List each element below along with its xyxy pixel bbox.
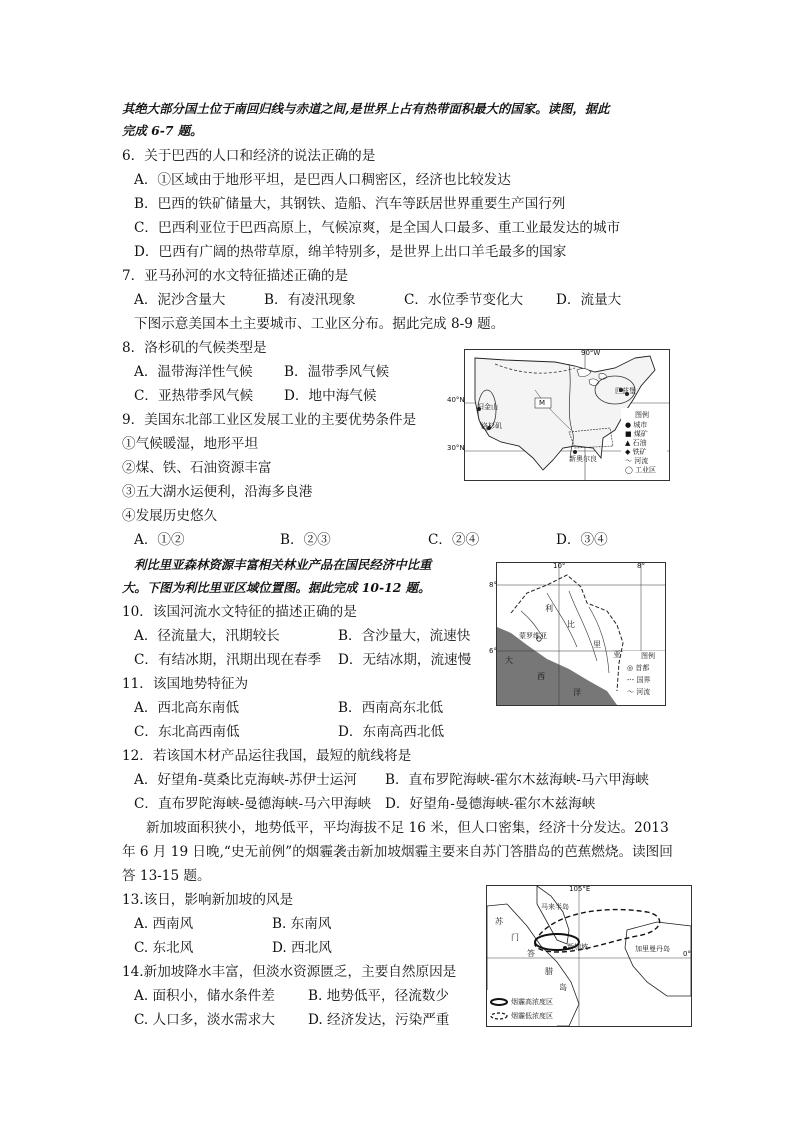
q11-option-b[interactable]: B．西南高东北低: [338, 700, 444, 716]
lib-legend-title: 图例: [641, 652, 655, 660]
q9-item-1: ①气候暖湿，地形平坦: [122, 436, 258, 452]
q13-option-d[interactable]: D. 西北风: [272, 940, 332, 956]
ocean-char-2: 西: [537, 672, 545, 681]
intro-8-9: 下图示意美国本土主要城市、工业区分布。据此完成 8-9 题。: [134, 316, 505, 332]
sg-legend-low: 烟霾低浓度区: [511, 1012, 553, 1020]
intro-10-12-line-2: 大。下图为利比里亚区域位置图。据此完成 10-12 题。: [122, 580, 431, 595]
usa-lat40-label: 40°N: [447, 396, 465, 404]
intro-line-1: 其绝大部分国土位于南回归线与赤道之间,是世界上占有热带面积最大的国家。读图，据此: [122, 101, 610, 116]
q6-option-b[interactable]: B．巴西的铁矿储量大，其钢铁、造船、汽车等跃居世界重要生产国行列: [134, 196, 566, 212]
lib-country-char-4: 亚: [613, 650, 621, 659]
q13-option-a[interactable]: A. 西南风: [134, 916, 194, 932]
city-label-no: 新奥尔良: [569, 455, 597, 463]
usa-legend-industry: ◯ 工业区: [625, 466, 657, 474]
q13-option-b[interactable]: B. 东南风: [272, 916, 332, 932]
lib-legend-capital: ◎ 首都: [627, 664, 650, 672]
q11-option-c[interactable]: C．东北高西南低: [134, 724, 240, 740]
q8-stem: 8．洛杉矶的气候类型是: [122, 340, 267, 356]
q12-option-d[interactable]: D．好望角-曼德海峡-霍尔木兹海峡: [385, 796, 596, 812]
lib-lon8-label: 8°: [637, 562, 645, 570]
usa-lat30-label: 30°N: [447, 444, 465, 452]
lib-country-char-1: 利: [545, 604, 553, 613]
q9-option-d[interactable]: D．③④: [556, 532, 608, 548]
lib-legend-river: 〜 河流: [627, 688, 651, 696]
q9-stem: 9．美国东北部工业区发展工业的主要优势条件是: [122, 412, 417, 428]
q14-option-a[interactable]: A. 面积小，储水条件差: [134, 988, 275, 1004]
q10-option-c[interactable]: C．有结冰期，汛期出现在春季: [134, 652, 322, 668]
kalimantan-label: 加里曼丹岛: [635, 945, 670, 953]
usa-legend-iron: ◆ 铁矿: [625, 448, 647, 456]
city-label-pit: 匹兹堡: [615, 387, 636, 395]
sg-lat-label: 0°: [683, 950, 691, 958]
q12-option-b[interactable]: B．直布罗陀海峡-霍尔木兹海峡-马六甲海峡: [385, 772, 649, 788]
lib-lat6-label: 6°: [489, 647, 497, 655]
sumatra-char-5: 岛: [559, 983, 567, 992]
q9-option-c[interactable]: C．②④: [428, 532, 480, 548]
q7-stem: 7．亚马孙河的水文特征描述正确的是: [122, 268, 349, 284]
lib-country-char-2: 比: [567, 620, 575, 629]
ocean-char-1: 大: [505, 656, 513, 665]
usa-map: [447, 349, 670, 481]
q9-item-2: ②煤、铁、石油资源丰富: [122, 460, 272, 476]
q8-option-d[interactable]: D．地中海气候: [284, 388, 377, 404]
q13-stem: 13.该日，影响新加坡的风是: [122, 892, 294, 908]
usa-legend-coal: ■ 煤矿: [625, 430, 648, 438]
sumatra-char-3: 答: [527, 949, 535, 958]
lib-capital-label: 蒙罗维亚: [519, 632, 547, 640]
q6-option-d[interactable]: D．巴西有广阔的热带草原，绵羊特别多，是世界上出口羊毛最多的国家: [134, 244, 567, 260]
q8-option-a[interactable]: A．温带海洋性气候: [134, 364, 253, 380]
q7-option-a[interactable]: A．泥沙含量大: [134, 292, 226, 308]
malay-peninsula-label: 马来半岛: [541, 903, 569, 911]
sumatra-char-1: 苏: [495, 917, 503, 926]
q10-option-d[interactable]: D．无结冰期，流速慢: [338, 652, 472, 668]
q12-option-a[interactable]: A．好望角-莫桑比克海峡-苏伊士运河: [134, 772, 357, 788]
singapore-label: 新加坡: [567, 943, 588, 951]
q11-option-a[interactable]: A．西北高东南低: [134, 700, 239, 716]
lib-lon10-label: 10°: [553, 562, 566, 570]
intro-10-12-line-1: 利比里亚森林资源丰富相关林业产品在国民经济中比重: [134, 557, 432, 572]
q12-option-c[interactable]: C．直布罗陀海峡-曼德海峡-马六甲海峡: [134, 796, 372, 812]
city-label-la: 洛杉矶: [481, 422, 502, 430]
q14-option-d[interactable]: D. 经济发达，污染严重: [308, 1012, 450, 1028]
q9-option-a[interactable]: A．①②: [134, 532, 185, 548]
q7-option-d[interactable]: D．流量大: [556, 292, 622, 308]
intro-13-15-line-2: 年 6 月 19 日晚,“史无前例”的烟霾袭击新加坡烟霾主要来自苏门答腊岛的芭蕉燃烧。读图回: [122, 844, 673, 860]
q9-option-b[interactable]: B．②③: [280, 532, 331, 548]
q11-option-d[interactable]: D．东南高西北低: [338, 724, 445, 740]
q10-stem: 10．该国河流水文特征的描述正确的是: [122, 604, 357, 620]
usa-lon-label: 90°W: [581, 349, 601, 357]
region-m-label: M: [539, 399, 546, 407]
q9-item-3: ③五大湖水运便利，沿海多良港: [122, 484, 313, 500]
q6-option-c[interactable]: C．巴西利亚位于巴西高原上，气候凉爽，是全国人口最多、重工业最发达的城市: [134, 220, 621, 236]
q11-stem: 11．该国地势特征为: [122, 676, 249, 692]
q14-stem: 14.新加坡降水丰富，但淡水资源匮乏，主要自然原因是: [122, 964, 457, 980]
intro-13-15-line-3: 答 13-15 题。: [122, 868, 211, 884]
q8-option-b[interactable]: B．温带季风气候: [284, 364, 390, 380]
sg-lon-label: 105°E: [569, 885, 591, 893]
q10-option-a[interactable]: A．径流量大，汛期较长: [134, 628, 280, 644]
city-label-sf: 旧金山: [477, 403, 498, 411]
q9-item-4: ④发展历史悠久: [122, 508, 218, 524]
usa-legend-river: 〜 河流: [625, 457, 649, 465]
singapore-map: [486, 885, 692, 1027]
q7-option-c[interactable]: C．水位季节变化大: [404, 292, 524, 308]
sumatra-char-2: 门: [511, 933, 519, 942]
liberia-map: [489, 562, 666, 706]
q14-option-c[interactable]: C. 人口多，淡水需求大: [134, 1012, 275, 1028]
q6-option-a[interactable]: A．①区域由于地形平坦，是巴西人口稠密区，经济也比较发达: [134, 172, 511, 188]
q14-option-b[interactable]: B. 地势低平，径流数少: [308, 988, 449, 1004]
usa-legend-city: ● 城市: [625, 421, 648, 429]
q13-option-c[interactable]: C. 东北风: [134, 940, 194, 956]
usa-legend-oil: ▲ 石油: [625, 439, 647, 447]
intro-line-2: 完成 6-7 题。: [122, 123, 203, 138]
lib-legend-border: -·- 国界: [627, 676, 651, 684]
q7-option-b[interactable]: B．有凌汛现象: [264, 292, 356, 308]
q6-stem: 6．关于巴西的人口和经济的说法正确的是: [122, 148, 376, 164]
ocean-char-3: 洋: [573, 688, 581, 697]
q12-stem: 12．若该国木材产品运往我国，最短的航线将是: [122, 748, 412, 764]
intro-13-15-line-1: 新加坡面积狭小，地势低平，平均海拔不足 16 米，但人口密集，经济十分发达。2013: [146, 820, 669, 836]
lib-country-char-3: 里: [593, 640, 601, 649]
sg-legend-high: 烟霾高浓度区: [511, 998, 553, 1006]
q10-option-b[interactable]: B．含沙量大，流速快: [338, 628, 471, 644]
sumatra-char-4: 腊: [545, 967, 553, 976]
q8-option-c[interactable]: C．亚热带季风气候: [134, 388, 254, 404]
usa-legend-title: 图例: [635, 411, 649, 419]
lib-lat8-label: 8°: [489, 581, 497, 589]
